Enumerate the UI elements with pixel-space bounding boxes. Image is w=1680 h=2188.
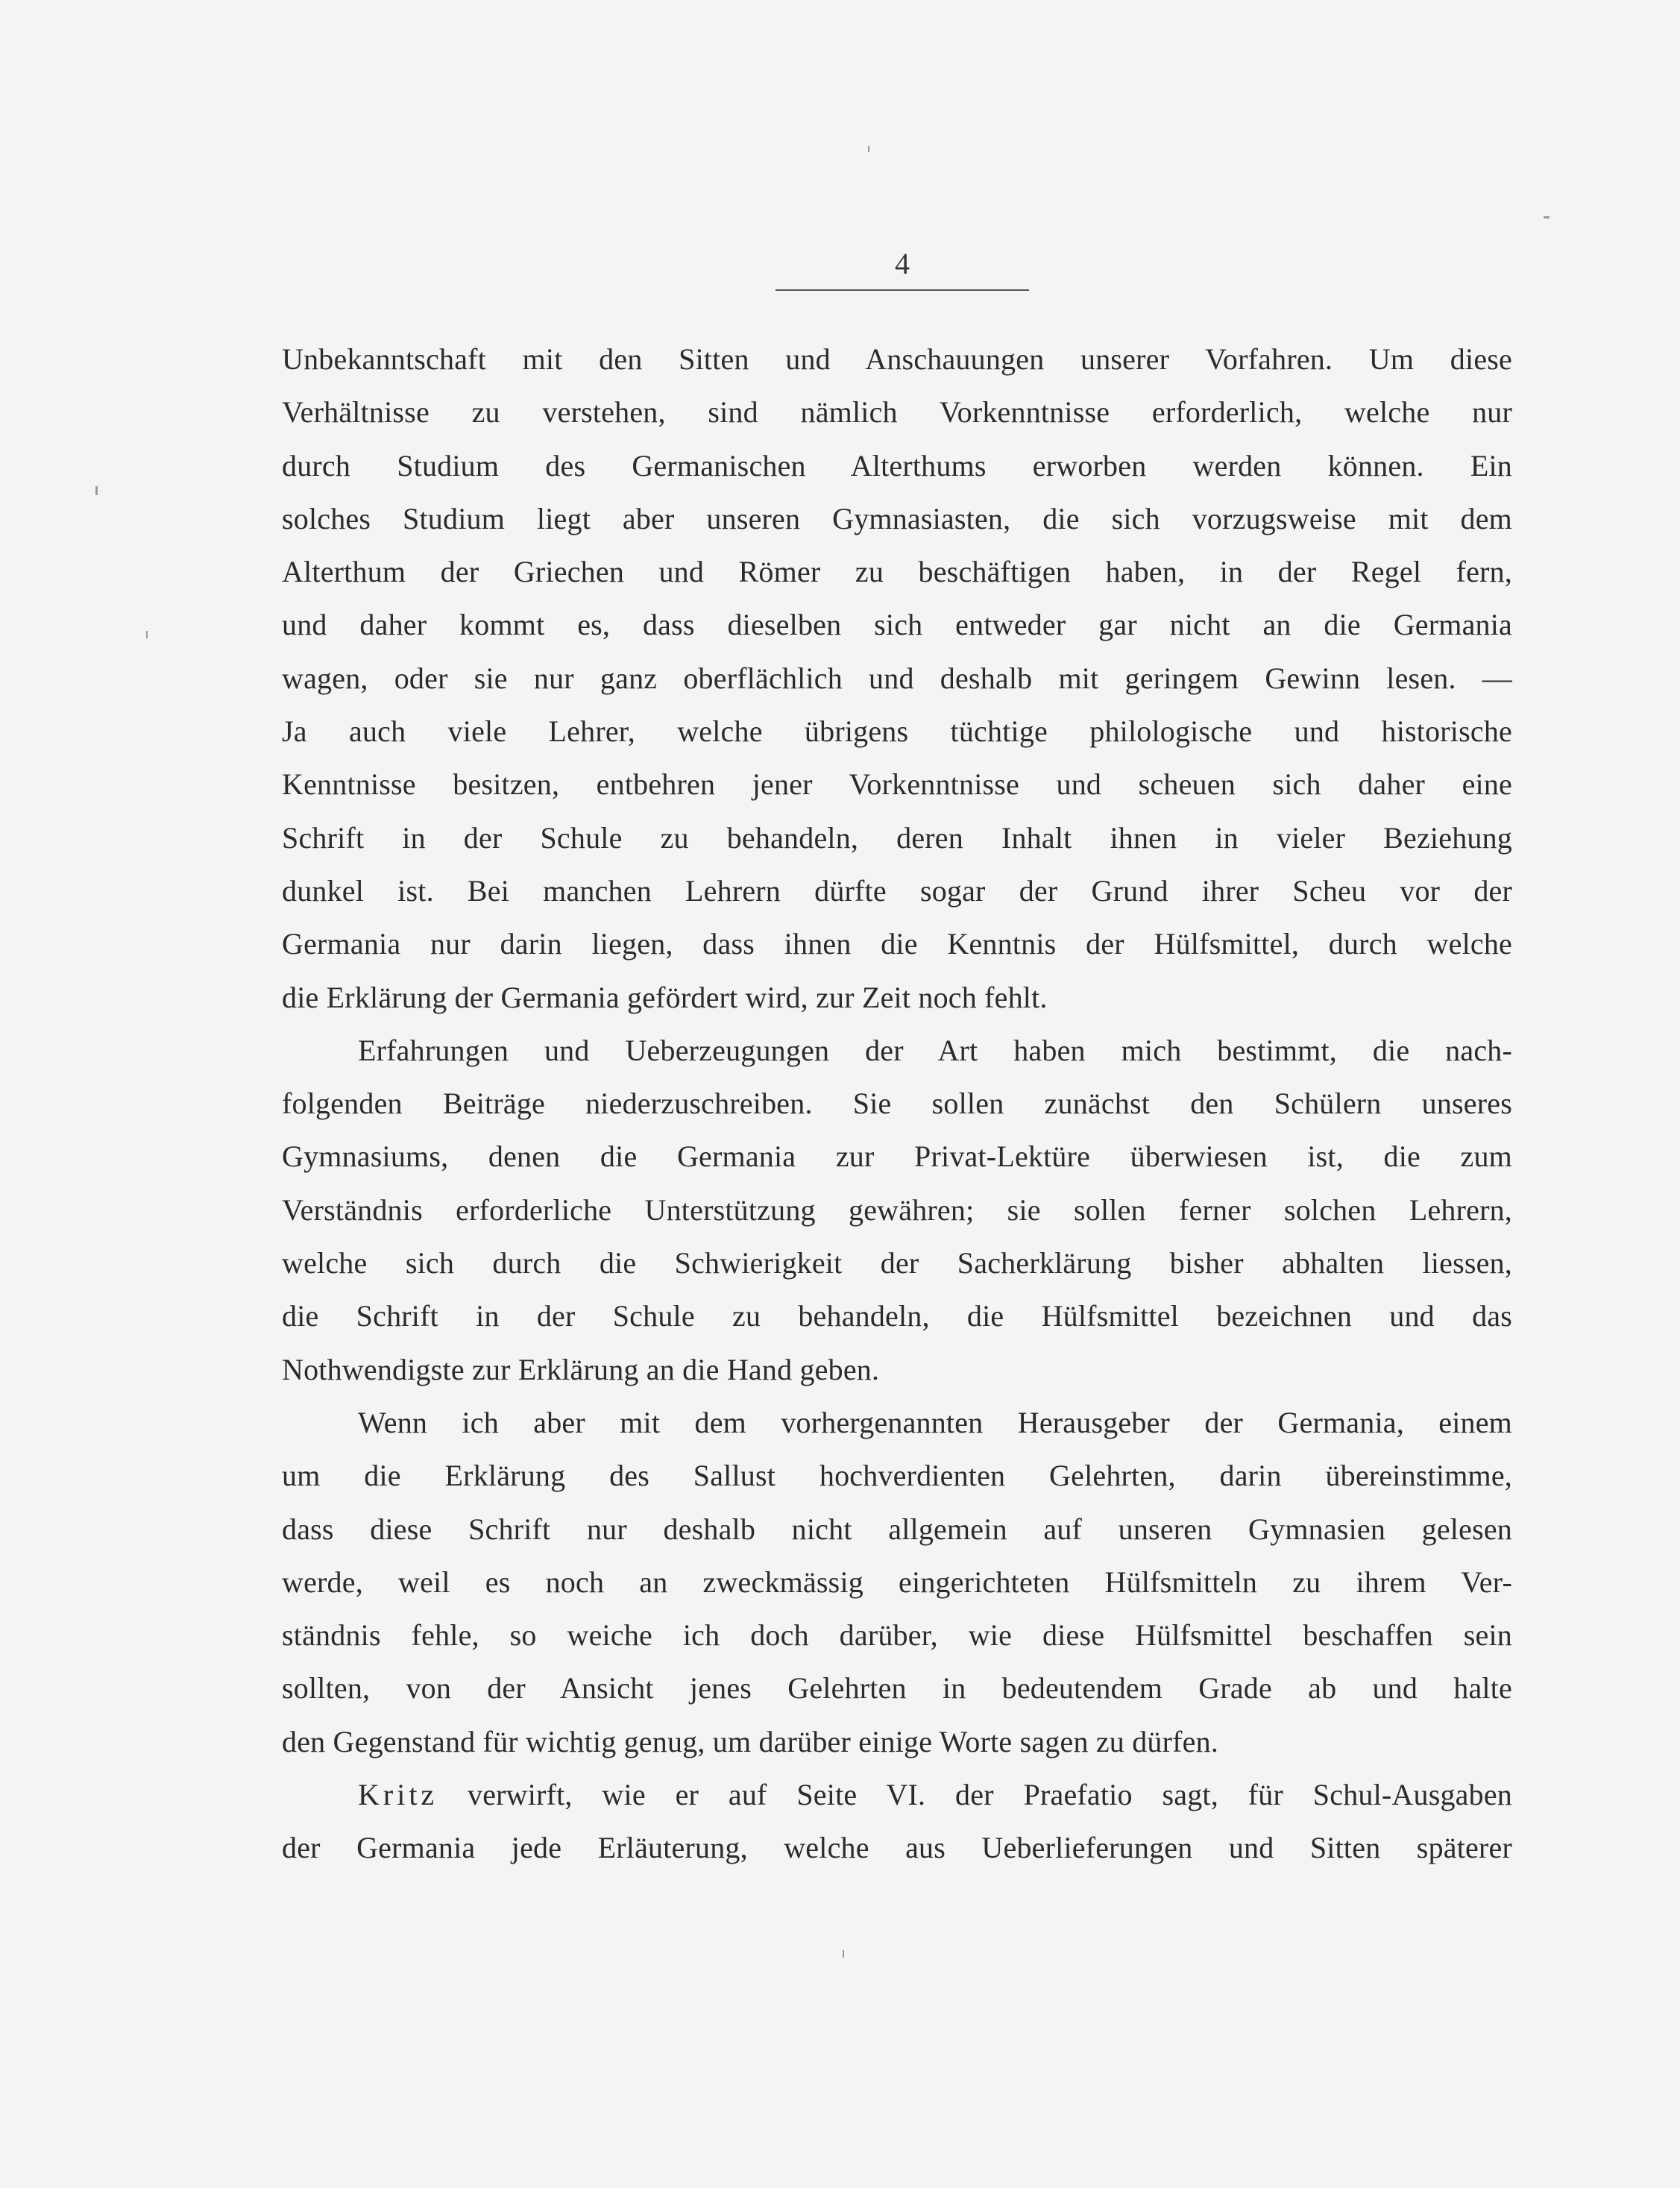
author-name-spaced: Kritz bbox=[358, 1778, 438, 1812]
text-line bbox=[282, 1768, 1512, 1821]
text-line: Verhältnisse zu verstehen, sind nämlich Vorkenntnisse erforderlich, welche nur bbox=[282, 395, 1512, 430]
text-line-rest: verwirft, wie er auf Seite VI. der Praefatio sagt, für Schul-Ausgaben bbox=[438, 1778, 1512, 1812]
text-line: durch Studium des Germanischen Alterthums erworben werden können. Ein bbox=[282, 448, 1512, 482]
text-line: solches Studium liegt aber unseren Gymnasiasten, die sich vorzugsweise mit dem bbox=[282, 501, 1512, 535]
text-line: Gymnasiums, denen die Germania zur Privat-Lektüre überwiesen ist, die zum bbox=[282, 1139, 1512, 1174]
text-line: und daher kommt es, dass dieselben sich entweder gar nicht an die Germania bbox=[282, 608, 1512, 642]
text-line: dunkel ist. Bei manchen Lehrern dürfte sogar der Grund ihrer Scheu vor der bbox=[282, 873, 1512, 908]
text-line: welche sich durch die Schwierigkeit der Sacherklärung bisher abhalten liessen, bbox=[282, 1246, 1512, 1280]
text-line: Kenntnisse besitzen, entbehren jener Vorkenntnisse und scheuen sich daher eine bbox=[282, 767, 1512, 802]
scan-speck bbox=[146, 631, 148, 638]
text-line: Nothwendigste zur Erklärung an die Hand geben. bbox=[282, 1352, 880, 1386]
scan-speck bbox=[1544, 216, 1550, 219]
text-line: um die Erklärung des Sallust hochverdienten Gelehrten, darin übereinstimme, bbox=[282, 1459, 1512, 1493]
text-line: die Erklärung der Germania gefördert wird, zur Zeit noch fehlt. bbox=[282, 980, 1048, 1014]
text-line: dass diese Schrift nur deshalb nicht allgemein auf unseren Gymnasien gelesen bbox=[282, 1512, 1512, 1546]
text-line: Erfahrungen und Ueberzeugungen der Art haben mich bestimmt, die nach- bbox=[358, 1033, 1512, 1067]
text-line: ständnis fehle, so weiche ich doch darüber, wie diese Hülfsmittel beschaffen sein bbox=[282, 1618, 1512, 1653]
text-line: Ja auch viele Lehrer, welche übrigens tüchtige philologische und historische bbox=[282, 714, 1512, 749]
text-line: werde, weil es noch an zweckmässig eingerichteten Hülfsmitteln zu ihrem Ver- bbox=[282, 1565, 1512, 1599]
text-line: folgenden Beiträge niederzuschreiben. Sie sollen zunächst den Schülern unseres bbox=[282, 1087, 1512, 1121]
text-line: Wenn ich aber mit dem vorhergenannten Herausgeber der Germania, einem bbox=[358, 1405, 1512, 1439]
scan-speck bbox=[95, 486, 98, 495]
scan-speck bbox=[843, 1950, 844, 1958]
body-text bbox=[282, 333, 1512, 1875]
text-line: wagen, oder sie nur ganz oberflächlich und deshalb mit geringem Gewinn lesen. — bbox=[282, 661, 1512, 695]
text-line: Verständnis erforderliche Unterstützung gewähren; sie sollen ferner solchen Lehrern, bbox=[282, 1192, 1512, 1227]
text-line: Germania nur darin liegen, dass ihnen die Kenntnis der Hülfsmittel, durch welche bbox=[282, 927, 1512, 961]
text-line: die Schrift in der Schule zu behandeln, die Hülfsmittel bezeichnen und das bbox=[282, 1299, 1512, 1333]
text-line: den Gegenstand für wichtig genug, um darüber einige Worte sagen zu dürfen. bbox=[282, 1724, 1218, 1758]
text-line: sollten, von der Ansicht jenes Gelehrten in bedeutendem Grade ab und halte bbox=[282, 1671, 1512, 1706]
text-line: Unbekanntschaft mit den Sitten und Anschauungen unserer Vorfahren. Um diese bbox=[282, 342, 1512, 376]
text-line: Schrift in der Schule zu behandeln, deren Inhalt ihnen in vieler Beziehung bbox=[282, 820, 1512, 855]
text-line: Alterthum der Griechen und Römer zu beschäftigen haben, in der Regel fern, bbox=[282, 555, 1512, 589]
page-number: 4 bbox=[895, 247, 910, 280]
text-line: der Germania jede Erläuterung, welche aus Ueberlieferungen und Sitten späterer bbox=[282, 1831, 1512, 1865]
header-rule bbox=[775, 289, 1029, 291]
scan-speck bbox=[868, 146, 869, 152]
